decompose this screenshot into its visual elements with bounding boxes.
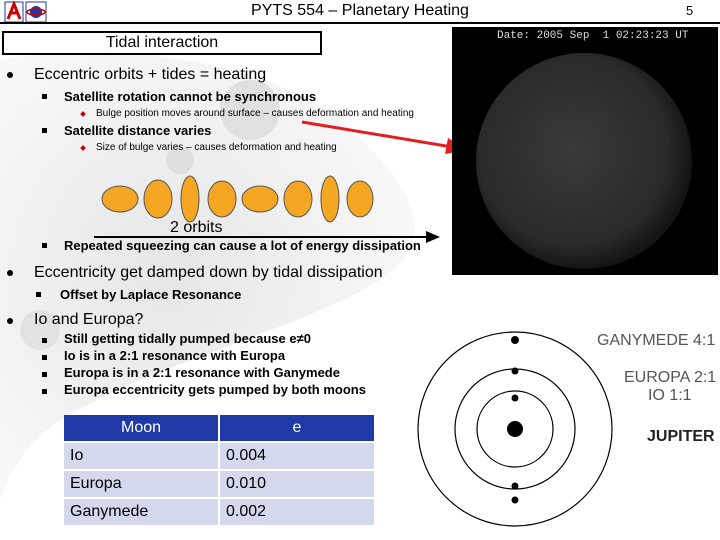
bullet-icon (7, 318, 13, 324)
io-dot (512, 395, 519, 402)
bullet-icon (36, 292, 41, 297)
page-number: 5 (686, 3, 694, 18)
bullet-icon (7, 72, 13, 78)
europa-label: EUROPA 2:1 (624, 369, 717, 386)
section-title: Tidal interaction (2, 31, 322, 55)
bullet-laplace: Offset by Laplace Resonance (60, 287, 242, 302)
bullet-icon (42, 128, 47, 133)
moon-image (452, 27, 718, 275)
table-cell-e: 0.002 (220, 499, 374, 525)
bullet-eccentric-orbits: Eccentric orbits + tides = heating (34, 66, 267, 83)
jupiter-dot (507, 421, 523, 437)
bullet-europa-pumped: Europa eccentricity gets pumped by both moons (64, 382, 366, 397)
table-cell-e: 0.004 (220, 443, 374, 469)
europa-dot-lower (512, 483, 519, 490)
table-cell-e: 0.010 (220, 471, 374, 497)
bulge-ellipse (284, 181, 312, 217)
bullet-still-pumped: Still getting tidally pumped because e≠0 (64, 331, 311, 346)
io-label: IO 1:1 (648, 387, 692, 404)
table-row (64, 443, 374, 469)
bulge-ellipse (208, 181, 236, 217)
bulge-sequence-diagram (90, 170, 460, 246)
ganymede-label: GANYMEDE 4:1 (597, 332, 716, 349)
bulge-ellipse (321, 176, 339, 222)
bullet-europa-resonance: Europa is in a 2:1 resonance with Ganymede (64, 365, 340, 380)
bulge-ellipse (144, 180, 172, 218)
bulge-ellipse (242, 186, 278, 212)
bullet-io-europa: Io and Europa? (34, 311, 144, 328)
table-cell-moon: Io (64, 443, 218, 469)
moon-date-label: Date: 2005 Sep 1 02:23:23 UT (497, 30, 689, 42)
bulge-ellipse (181, 176, 199, 222)
table-cell-moon: Europa (64, 471, 218, 497)
table-cell-moon: Ganymede (64, 499, 218, 525)
table-header-moon: Moon (64, 415, 218, 441)
table-row (64, 499, 374, 525)
header-divider (0, 22, 720, 24)
bullet-icon (42, 389, 47, 394)
table-header-e: e (220, 415, 374, 441)
red-arrow-icon (300, 120, 470, 160)
table-header-row (64, 415, 374, 441)
ganymede-dot (511, 336, 519, 344)
table-row (64, 471, 374, 497)
jupiter-label: JUPITER (647, 428, 715, 445)
bullet-squeezing: Repeated squeezing can cause a lot of energy dissipation (64, 238, 421, 253)
bullet-distance: Satellite distance varies (64, 123, 212, 138)
eccentricity-table (62, 413, 376, 527)
bullet-icon (42, 243, 47, 248)
bullet-io-resonance: Io is in a 2:1 resonance with Europa (64, 348, 286, 363)
bullet-bulge-size: Size of bulge varies – causes deformation and heating (96, 142, 337, 153)
europa-dot (512, 368, 519, 375)
bullet-icon (42, 355, 47, 360)
slide-title: PYTS 554 – Planetary Heating (251, 2, 469, 19)
orbits-label: 2 orbits (170, 219, 223, 236)
orbital-resonance-diagram (400, 318, 630, 536)
bullet-bulge-position: Bulge position moves around surface – causes deformation and heating (96, 108, 414, 119)
bulge-ellipse (347, 181, 373, 217)
bullet-icon (42, 372, 47, 377)
bullet-eccentricity-damped: Eccentricity get damped down by tidal dissipation (34, 264, 383, 281)
bullet-rotation: Satellite rotation cannot be synchronous (64, 89, 317, 104)
ganymede-dot-lower (512, 497, 519, 504)
bullet-icon (7, 270, 13, 276)
bullet-icon (42, 94, 47, 99)
bulge-ellipse (102, 186, 138, 212)
bullet-icon (42, 338, 47, 343)
